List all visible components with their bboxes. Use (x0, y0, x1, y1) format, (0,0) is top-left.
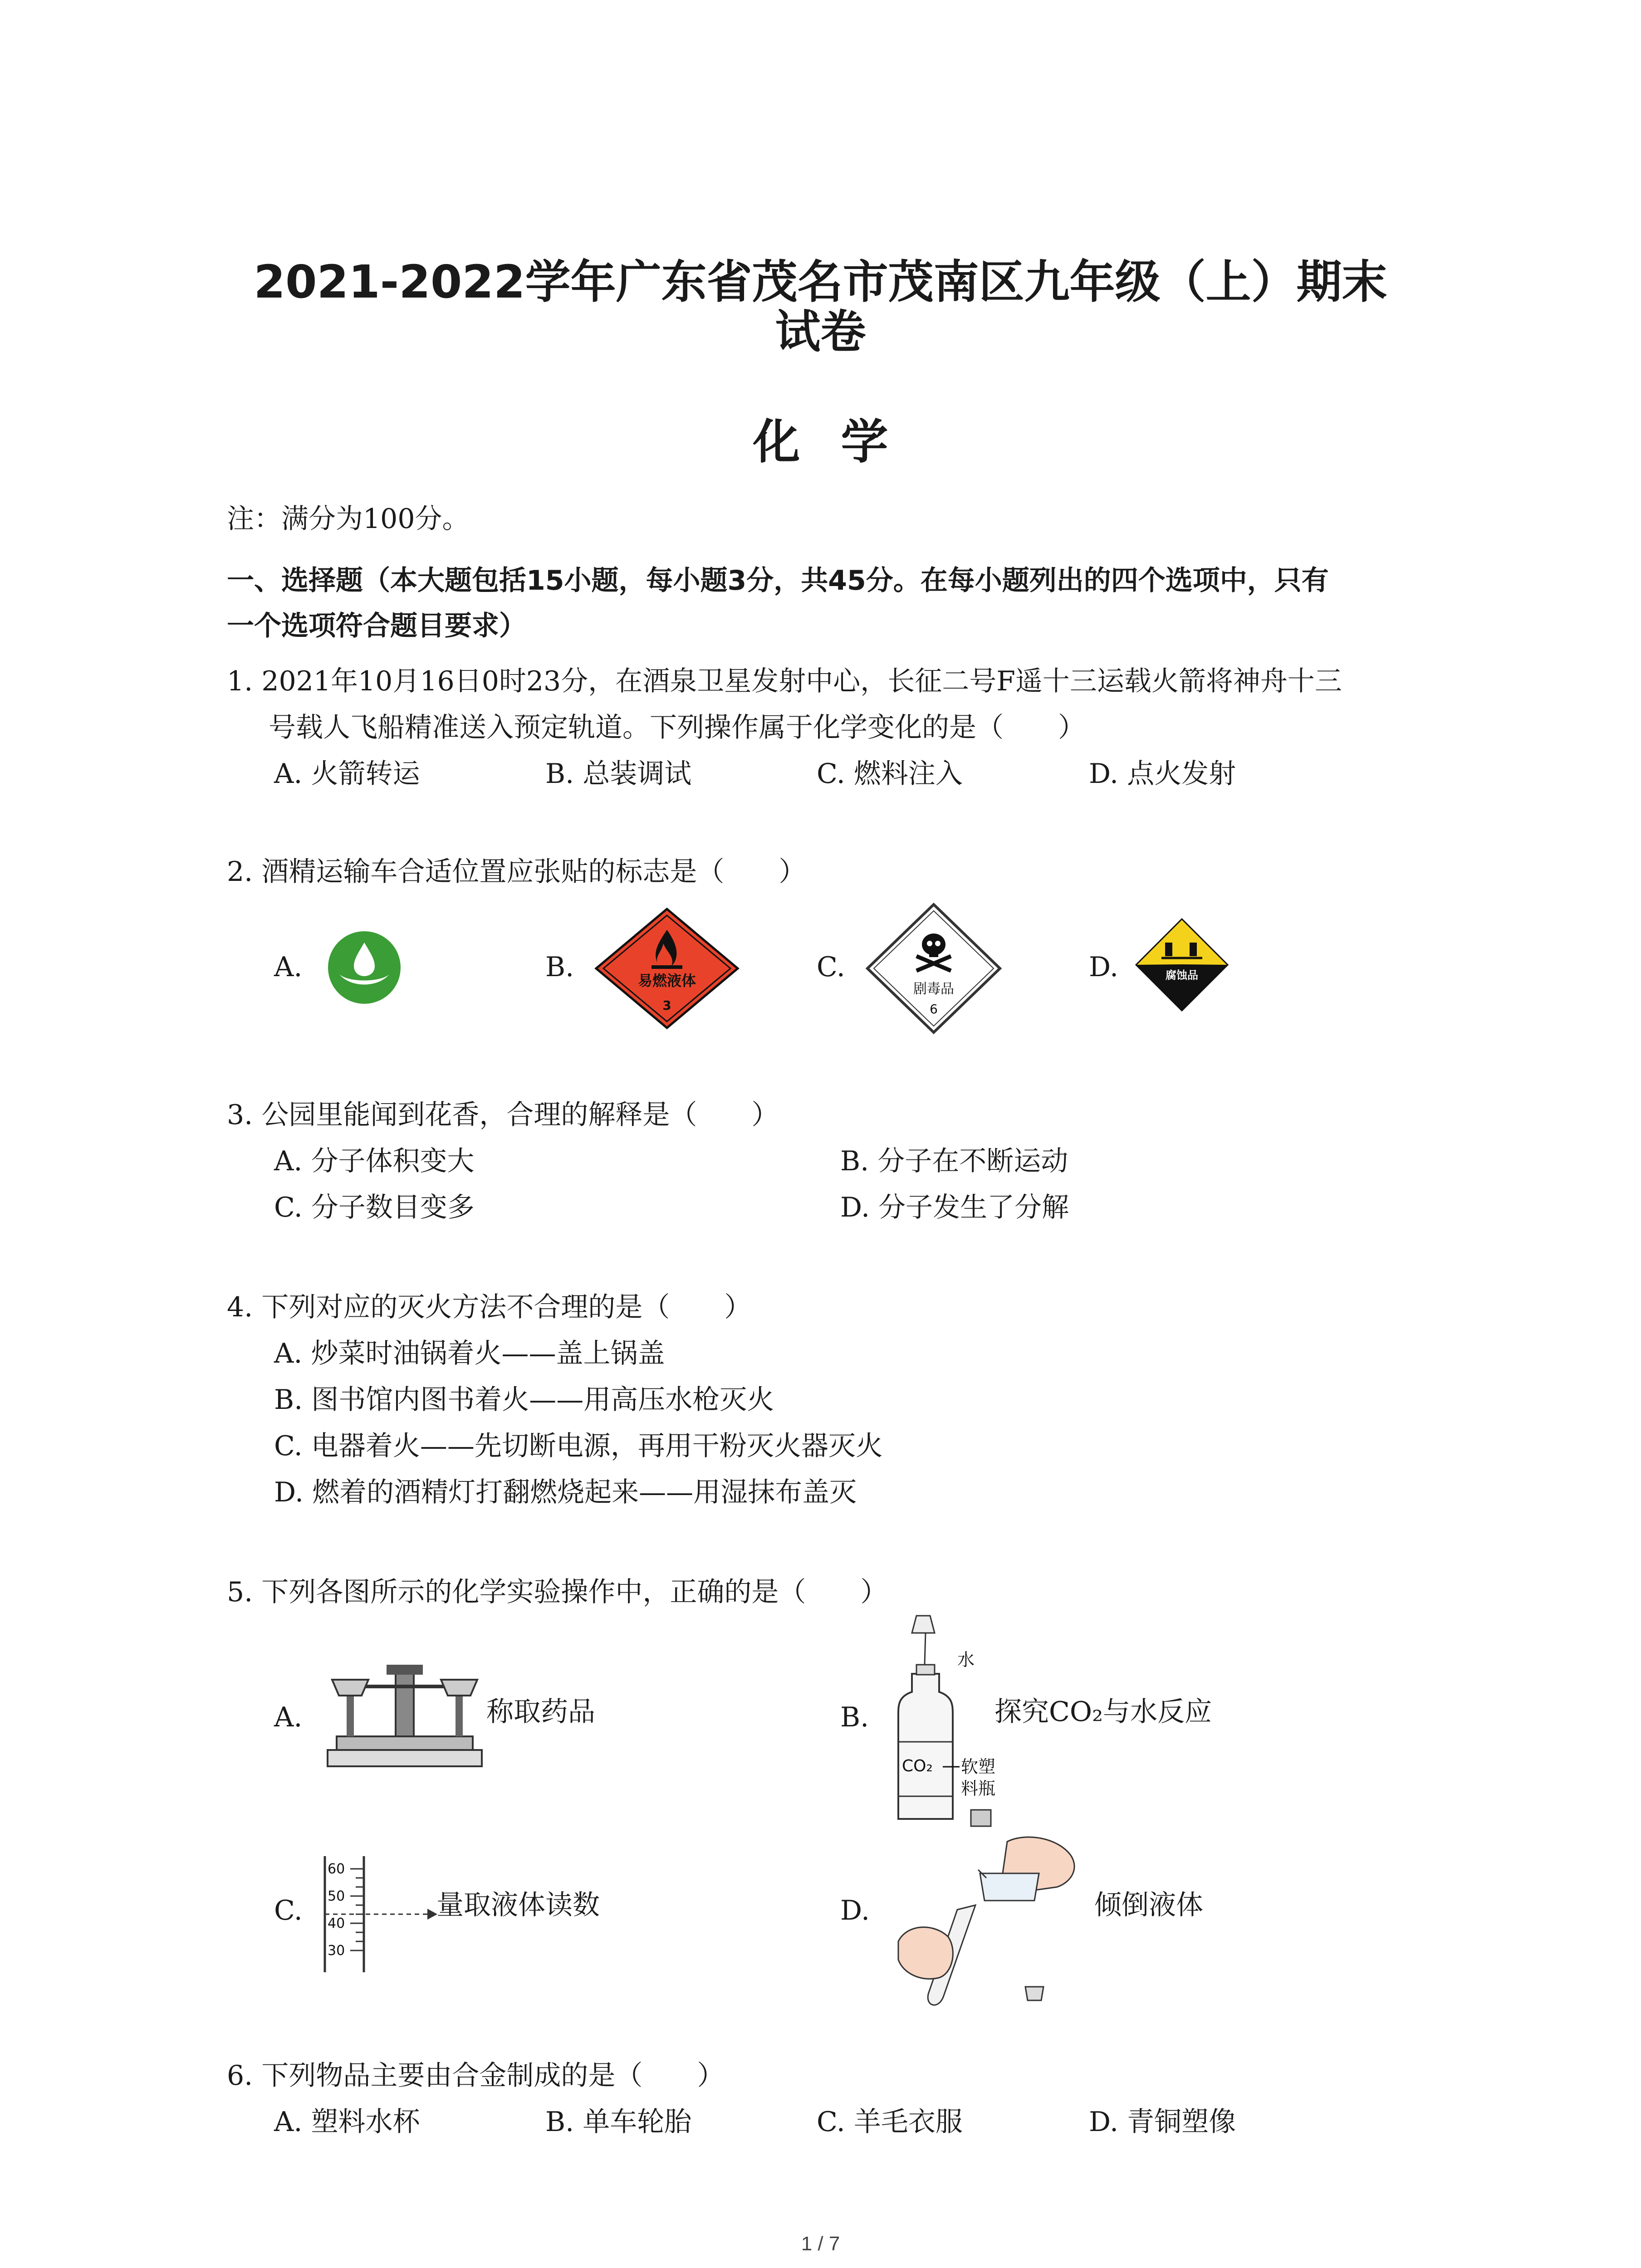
q1-option-b: B. 总装调试 (545, 758, 692, 790)
q3-option-b: B. 分子在不断运动 (840, 1145, 1068, 1177)
q1-option-d: D. 点火发射 (1089, 758, 1236, 790)
corrosive-sign-label: 腐蚀品 (1166, 969, 1198, 982)
q5-caption-d: 倾倒液体 (1094, 1889, 1203, 1921)
cylinder-tick-30: 30 (328, 1943, 345, 1959)
q5-option-b: B. (840, 1701, 869, 1733)
bottle-water-label: 水 (957, 1650, 975, 1670)
toxic-sign-label: 剧毒品 (913, 981, 954, 997)
pouring-liquid-icon (889, 1828, 1089, 2019)
cylinder-tick-60: 60 (328, 1861, 345, 1877)
exam-title-line2: 试卷 (775, 305, 866, 358)
subject-title: 化学 (753, 414, 929, 469)
cylinder-tick-40: 40 (328, 1916, 345, 1931)
corrosive-sign-icon (1134, 917, 1230, 1012)
q6-option-a: A. 塑料水杯 (274, 2106, 420, 2138)
q5-stem: 5. 下列各图所示的化学实验操作中，正确的是（ ） (227, 1576, 888, 1608)
page-number: 1 / 7 (801, 2233, 840, 2255)
water-saving-sign-icon (326, 929, 403, 1006)
balance-scale-icon (323, 1655, 486, 1773)
q2-stem: 2. 酒精运输车合适位置应张贴的标志是（ ） (227, 856, 806, 888)
q3-option-a: A. 分子体积变大 (274, 1145, 475, 1177)
bottle-co2-label: CO₂ (902, 1757, 933, 1775)
q4-option-b: B. 图书馆内图书着火——用高压水枪灭火 (274, 1384, 774, 1416)
exam-title-line1: 2021-2022学年广东省茂名市茂南区九年级（上）期末 (254, 255, 1387, 308)
q1-option-c: C. 燃料注入 (817, 758, 963, 790)
q4-option-c: C. 电器着火——先切断电源，再用干粉灭火器灭火 (274, 1430, 883, 1462)
score-note: 注：满分为100分。 (227, 503, 470, 535)
q2-option-c: C. (817, 951, 845, 983)
q4-option-a: A. 炒菜时油锅着火——盖上锅盖 (274, 1338, 665, 1369)
cylinder-tick-50: 50 (328, 1888, 345, 1904)
section-heading-line2: 一个选项符合题目要求） (227, 610, 526, 642)
graduated-cylinder-icon (323, 1855, 441, 1973)
q5-option-a: A. (274, 1701, 303, 1733)
flammable-sign-label: 易燃液体 (637, 972, 696, 989)
q3-stem: 3. 公园里能闻到花香，合理的解释是（ ） (227, 1099, 779, 1131)
q3-option-d: D. 分子发生了分解 (840, 1192, 1069, 1223)
q2-option-a: A. (274, 951, 303, 983)
bottle-soft-label-2: 料瓶 (961, 1779, 996, 1799)
q3-option-c: C. 分子数目变多 (274, 1192, 475, 1223)
section-heading-line1: 一、选择题（本大题包括15小题，每小题3分，共45分。在每小题列出的四个选项中，只有 (227, 565, 1329, 596)
q1-stem-line1: 1. 2021年10月16日0时23分，在酒泉卫星发射中心，长征二号F遥十三运载火箭将神舟十三 (227, 665, 1342, 697)
q5-option-c: C. (274, 1895, 303, 1926)
q4-option-d: D. 燃着的酒精灯打翻燃烧起来——用湿抹布盖灭 (274, 1476, 857, 1508)
q5-caption-b: 探究CO₂与水反应 (994, 1696, 1212, 1728)
q5-caption-c: 量取液体读数 (436, 1889, 600, 1921)
q6-option-d: D. 青铜塑像 (1089, 2106, 1236, 2138)
co2-bottle-icon (885, 1615, 1007, 1833)
q1-stem-line2: 号载人飞船精准送入预定轨道。下列操作属于化学变化的是（ ） (269, 712, 1085, 743)
flammable-sign-class: 3 (662, 998, 671, 1013)
q2-option-d: D. (1089, 951, 1119, 983)
bottle-soft-label-1: 软塑 (961, 1757, 996, 1777)
q1-option-a: A. 火箭转运 (274, 758, 420, 790)
q4-stem: 4. 下列对应的灭火方法不合理的是（ ） (227, 1291, 752, 1323)
q6-option-b: B. 单车轮胎 (545, 2106, 692, 2138)
q5-option-d: D. (840, 1895, 870, 1926)
toxic-sign-class: 6 (930, 1002, 938, 1017)
q5-caption-a: 称取药品 (486, 1696, 595, 1728)
q6-option-c: C. 羊毛衣服 (817, 2106, 963, 2138)
toxic-sign-icon (866, 903, 1002, 1034)
flammable-liquid-sign-icon (594, 907, 740, 1030)
q2-option-b: B. (545, 951, 574, 983)
q6-stem: 6. 下列物品主要由合金制成的是（ ） (227, 2060, 725, 2092)
